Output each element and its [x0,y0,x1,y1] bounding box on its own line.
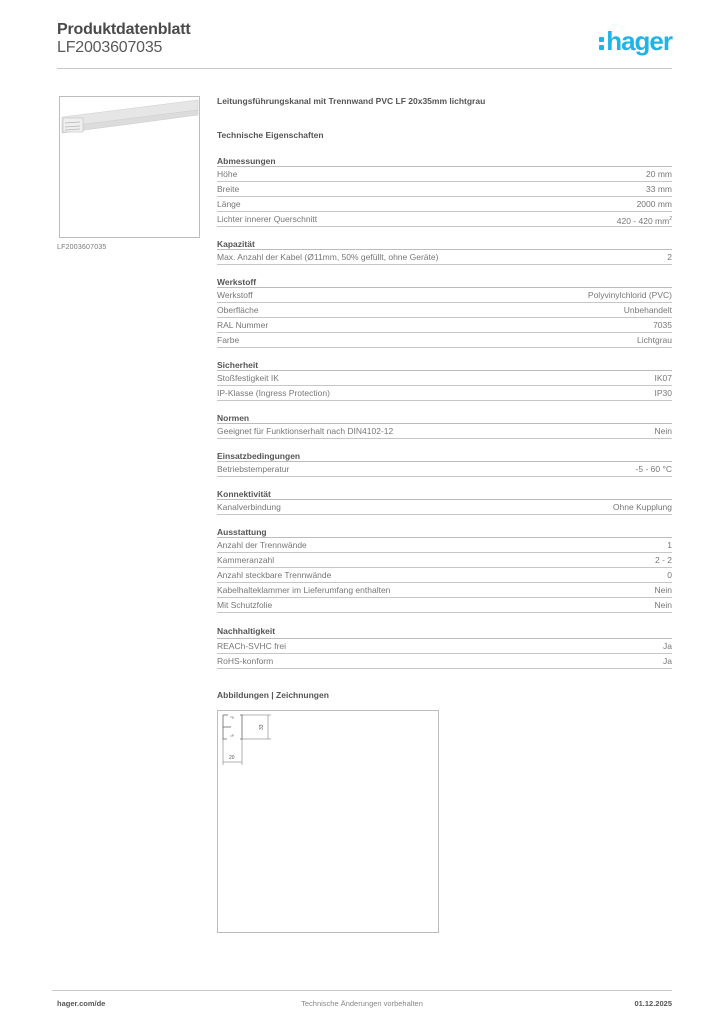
row-label: RoHS-konform [217,656,274,666]
row-label: Kanalverbindung [217,502,281,512]
product-name: Leitungsführungskanal mit Trennwand PVC LF 20x35mm lichtgrau [217,96,486,106]
technical-drawing [217,710,439,933]
header-title: Produktdatenblatt [57,21,191,38]
row-label: Lichter innerer Querschnitt [217,214,318,224]
row-value-wrapper [617,212,672,226]
row-label: Mit Schutzfolie [217,600,273,610]
product-details [217,96,672,680]
row-label: Kammeranzahl [217,555,275,565]
row-value: 1 [667,540,672,550]
row-value: Ohne Kupplung [612,502,672,512]
table-row [217,333,672,348]
section-kapazitaet [217,238,672,265]
table-row [217,182,672,197]
row-value: Nein [654,426,672,436]
row-label: Oberfläche [217,305,259,315]
table-row [217,654,672,669]
table-row [217,386,672,401]
section-title: Ausstattung [217,526,672,538]
table-row [217,212,672,227]
row-value: Nein [654,600,672,610]
row-label: Länge [217,199,241,209]
row-value: 420 - 420 mm [616,216,670,226]
table-row [217,288,672,303]
drawings-title: Abbildungen | Zeichnungen [217,690,329,700]
row-value: IP30 [654,388,672,398]
section-title: Abmessungen [217,155,672,167]
row-value: 2000 mm [636,199,672,209]
row-label: Werkstoff [217,290,253,300]
row-value: Ja [663,641,672,651]
section-werkstoff [217,276,672,348]
row-value: 7035 [653,320,672,330]
header-divider [57,68,672,69]
row-value: 20 mm [646,169,672,179]
row-label: Geeignet für Funktionserhalt nach DIN4102-12 [217,426,394,436]
row-value: Nein [654,585,672,595]
tech-properties-title: Technische Eigenschaften [217,130,324,140]
table-row [217,598,672,613]
footer-date: 01.12.2025 [634,999,672,1008]
row-label: REACh-SVHC frei [217,641,286,651]
row-value: Lichtgrau [637,335,672,345]
row-label: Betriebstemperatur [217,464,290,474]
footer-notice: Technische Änderungen vorbehalten [301,999,423,1008]
table-row [217,424,672,439]
row-label: IP-Klasse (Ingress Protection) [217,388,330,398]
table-row [217,318,672,333]
cross-section-drawing-icon [218,711,440,934]
row-value: Unbehandelt [623,305,672,315]
section-normen [217,412,672,439]
logo-text: hager [606,26,672,56]
cable-duct-image-icon [60,97,201,239]
unit-superscript: 2 [669,216,672,222]
section-title: Werkstoff [217,276,672,288]
row-label: Breite [217,184,240,194]
hager-logo [599,26,672,57]
table-row [217,371,672,386]
table-row [217,639,672,654]
section-title: Sicherheit [217,359,672,371]
row-value: IK07 [654,373,672,383]
footer-website-link[interactable]: hager.com/de [57,999,106,1008]
row-value: 2 - 2 [654,555,672,565]
row-label: Höhe [217,169,238,179]
section-title: Kapazität [217,238,672,250]
section-title: Nachhaltigkeit [217,624,672,639]
table-row [217,462,672,477]
row-label: Stoßfestigkeit IK [217,373,279,383]
section-nachhaltigkeit [217,624,672,669]
table-row [217,167,672,182]
row-label: RAL Nummer [217,320,269,330]
section-title: Konnektivität [217,488,672,500]
table-row [217,500,672,515]
table-row [217,303,672,318]
table-row [217,250,672,265]
row-label: Anzahl steckbare Trennwände [217,570,332,580]
logo-colon-icon [599,32,605,52]
section-ausstattung [217,526,672,613]
product-image [59,96,200,238]
section-abmessungen [217,155,672,227]
row-label: Farbe [217,335,240,345]
row-label: Anzahl der Trennwände [217,540,307,550]
row-label: Kabelhalteklammer im Lieferumfang enthalten [217,585,391,595]
product-image-caption: LF2003607035 [57,244,107,251]
table-row [217,583,672,598]
table-row [217,197,672,212]
row-label: Max. Anzahl der Kabel (Ø11mm, 50% gefüllt, ohne Geräte) [217,252,439,262]
svg-text:33: 33 [259,724,265,730]
table-row [217,538,672,553]
row-value: Ja [663,656,672,666]
row-value: -5 - 60 °C [635,464,672,474]
section-title: Einsatzbedingungen [217,450,672,462]
table-row [217,568,672,583]
row-value: 33 mm [646,184,672,194]
article-number: LF2003607035 [57,39,163,56]
footer-divider [52,990,672,991]
section-konnektivitaet [217,488,672,515]
section-sicherheit [217,359,672,401]
section-title: Normen [217,412,672,424]
table-row [217,553,672,568]
row-value: 0 [667,570,672,580]
svg-text:20: 20 [229,755,235,761]
row-value: Polyvinylchlorid (PVC) [587,290,672,300]
section-einsatzbedingungen [217,450,672,477]
row-value: 2 [667,252,672,262]
